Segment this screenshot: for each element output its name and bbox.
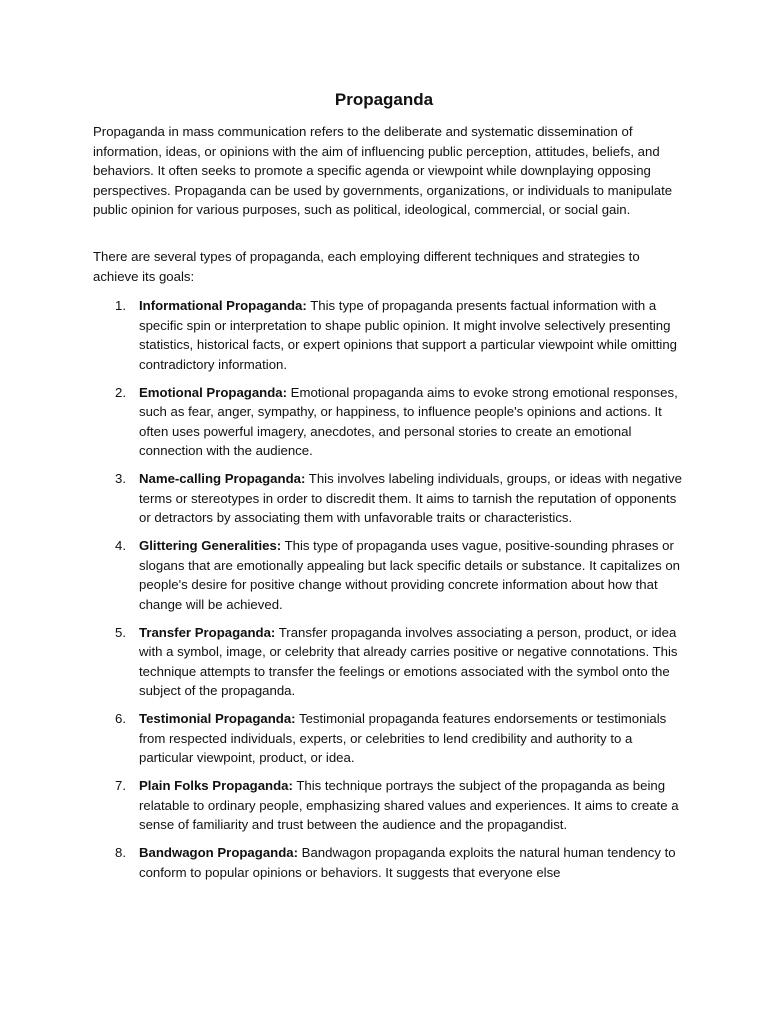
list-item-description: This type of propaganda presents factual information with a specific spin or interpretation to shape public opinion. It might involve selectively presenting statistics, historical facts, or expert opinions that support a particular viewpoint while omitting contradictory information. [139, 298, 678, 372]
list-item-number: 5. [115, 624, 126, 640]
intro-paragraph: Propaganda in mass communication refers to the deliberate and systematic dissemination of information, ideas, or opinions with the aim of influencing public perception, attitudes, beliefs, and behaviors. It often seeks to promote a specific agenda or viewpoint while downplaying opposing perspectives. Propaganda can be used by governments, organizations, or individuals to manipulate public opinion for various purposes, such as political, ideological, commercial, or social gain. [93, 124, 673, 217]
list-item-number: 4. [115, 538, 126, 553]
list-item-number: 1. [115, 298, 126, 313]
list-item-number: 7. [115, 778, 126, 793]
list-item-number: 6. [115, 711, 126, 726]
list-item [93, 623, 683, 701]
list-item-description: This involves labeling individuals, groups, or ideas with negative terms or stereotypes in order to discredit them. It aims to tarnish the reputation of opponents or detractors by associating them with unfavorable traits or characteristics. [139, 471, 682, 525]
list-item-description: Transfer propaganda involves associating a person, product, or idea with a symbol, image, or celebrity that already carries positive or negative connotations. This technique attempts to transfer the feelings or emotions associated with the symbol onto the subject of the propaganda. [139, 624, 678, 698]
page-title: Propaganda [334, 90, 434, 109]
list-item-description: Bandwagon propaganda exploits the natural human tendency to conform to popular opinions or behaviors. It suggests that everyone else [139, 845, 676, 880]
list-item-term: Emotional Propaganda: [139, 384, 288, 400]
types-intro-paragraph: There are several types of propaganda, each employing different techniques and strategies to achieve its goals: [93, 249, 640, 284]
list-item-number: 3. [115, 471, 126, 486]
list-item [93, 536, 683, 614]
list-item-description: Testimonial propaganda features endorsements or testimonials from respected individuals, experts, or celebrities to lend credibility and authority to a particular viewpoint, product, or idea. [139, 711, 667, 765]
list-item [93, 469, 683, 528]
list-item-term: Name-calling Propaganda: [139, 471, 306, 486]
list-item-term: Plain Folks Propaganda: [139, 778, 293, 793]
list-item-description: Emotional propaganda aims to evoke strong emotional responses, such as fear, anger, sympathy, or happiness, to influence people's opinions and actions. It often uses powerful imagery, anecdotes, and personal stories to create an emotional connection with the audience. [139, 384, 678, 458]
list-item [93, 776, 683, 835]
list-item-term: Transfer Propaganda: [139, 624, 276, 640]
list-item-number: 8. [115, 845, 126, 860]
list-item-term: Informational Propaganda: [139, 298, 307, 313]
list-item-term: Testimonial Propaganda: [139, 711, 296, 726]
list-item-number: 2. [115, 384, 126, 400]
list-item [93, 843, 683, 882]
list-item [93, 709, 683, 768]
list-item-term: Glittering Generalities: [139, 538, 282, 553]
propaganda-types-list [93, 296, 683, 891]
list-item-term: Bandwagon Propaganda: [139, 845, 298, 860]
list-item [93, 296, 683, 374]
list-item-description: This technique portrays the subject of the propaganda as being relatable to ordinary people, emphasizing shared values and experiences. It aims to create a sense of familiarity and trust between the audience and the propagandist. [139, 778, 679, 832]
list-item [93, 383, 683, 461]
list-item-description: This type of propaganda uses vague, positive-sounding phrases or slogans that are emotionally appealing but lack specific details or substance. It capitalizes on people's desire for positive change without providing concrete information about how that change will be achieved. [139, 538, 680, 612]
